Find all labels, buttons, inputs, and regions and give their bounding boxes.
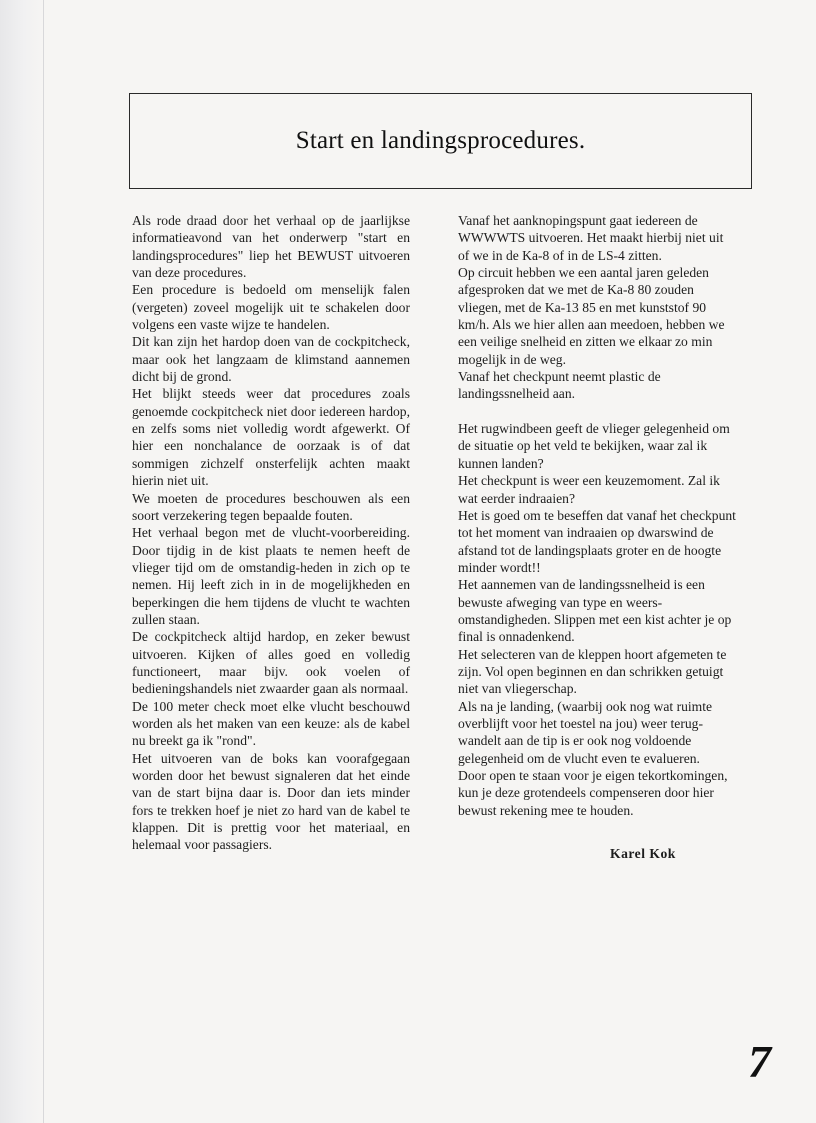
paragraph: Vanaf het aanknopingspunt gaat iedereen de WWWWTS uitvoeren. Het maakt hierbij niet uit of we in de Ka-8 of in de LS-4 zitten. [458,213,724,263]
left-column [132,212,410,854]
paragraph: Dit kan zijn het hardop doen van de cockpitcheck, maar ook het langzaam de klimstand aannemen dicht bij de grond. [132,334,410,385]
paragraph: Als na je landing, (waarbij ook nog wat ruimte overblijft voor het toestel na jou) weer terug-wandelt aan de tip is er ook nog voldoende gelegenheid om de vlucht even te evalueren. [458,698,713,766]
paragraph: We moeten de procedures beschouwen als een soort verzekering tegen bepaalde fouten. [132,490,410,523]
paragraph: Het uitvoeren van de boks kan voorafgegaan worden door het bewust signaleren dat het einde van de start bijna daar is. Door dan iets minder fors te trekken hoef je niet zo hard van de kabel te klappen. Dit is prettig voor het materiaal, en helemaal voor passagiers. [132,750,410,853]
paragraph: Het selecteren van de kleppen hoort afgemeten te zijn. Vol open beginnen en dan schrikken getuigt niet van vliegerschap. [458,646,727,697]
paragraph: Op circuit hebben we een aantal jaren geleden afgesproken dat we met de Ka-8 80 zouden vliegen, met de Ka-13 85 en met kunststof 90 km/h. Als we hier allen aan meedoen, hebben we een veilige snelheid en zitten we elkaar zo min mogelijk in de weg. [458,265,725,367]
paragraph: Het blijkt steeds weer dat procedures zoals genoemde cockpitcheck niet door iedereen hardop, en zelfs soms niet volledig wordt afgewerkt. Of hier een nonchalance de oorzaak is of dat sommigen zichzelf onsterfelijk achten maakt hierin niet uit. [132,386,410,489]
paragraph: Het aannemen van de landingssnelheid is een bewuste afweging van type en weers-omstandigheden. Slippen met een kist achter je op final is onnadenkend. [458,577,732,645]
paragraph: Het checkpunt is weer een keuzemoment. Zal ik wat eerder indraaien? [458,473,720,506]
paragraph: Vanaf het checkpunt neemt plastic de landingssnelheid aan. [458,369,661,402]
binding-spine [0,0,44,1123]
paragraph: De 100 meter check moet elke vlucht beschouwd worden als het maken van een keuze: als de kabel nu breekt ga ik "rond". [132,698,410,749]
paragraph: Het verhaal begon met de vlucht-voorbereiding. Door tijdig in de kist plaats te nemen heeft de vlieger tijd om de omstandig-heden in zich op te nemen. Hij leeft zich in in de mogelijkheden en beperkingen die hem tijdens de vlucht te wachten zullen staan. [132,525,410,627]
title-box [129,93,752,189]
paragraph: Door open te staan voor je eigen tekortkomingen, kun je deze grotendeels compenseren door hier bewust rekening mee te houden. [458,768,728,818]
page-number: 7 [748,1036,771,1087]
page-title: Start en landingsprocedures. [295,127,586,154]
paragraph: Een procedure is bedoeld om menselijk falen (vergeten) zoveel mogelijk uit te schakelen door volgens een vaste wijze te handelen. [132,282,410,333]
right-column [458,212,738,819]
paragraph: De cockpitcheck altijd hardop, en zeker bewust uitvoeren. Kijken of alles goed en volledig functioneert, maar bijv. ook voelen of bedieningshandels niet zwaarder gaan als normaal. [132,629,410,697]
paragraph: Het is goed om te beseffen dat vanaf het checkpunt tot het moment van indraaien op dwarswind de afstand tot de landingsplaats groter en de hoogte minder wordt!! [458,507,736,575]
paragraph: Als rode draad door het verhaal op de jaarlijkse informatieavond van het onderwerp "start en landingsprocedures" liep het BEWUST uitvoeren van deze procedures. [132,213,410,281]
paragraph-spacer [458,403,738,420]
author-signature: Karel Kok [610,846,676,861]
paragraph: Het rugwindbeen geeft de vlieger gelegenheid om de situatie op het veld te bekijken, waar zal ik kunnen landen? [458,421,730,471]
spine-edge-line [43,0,44,1123]
